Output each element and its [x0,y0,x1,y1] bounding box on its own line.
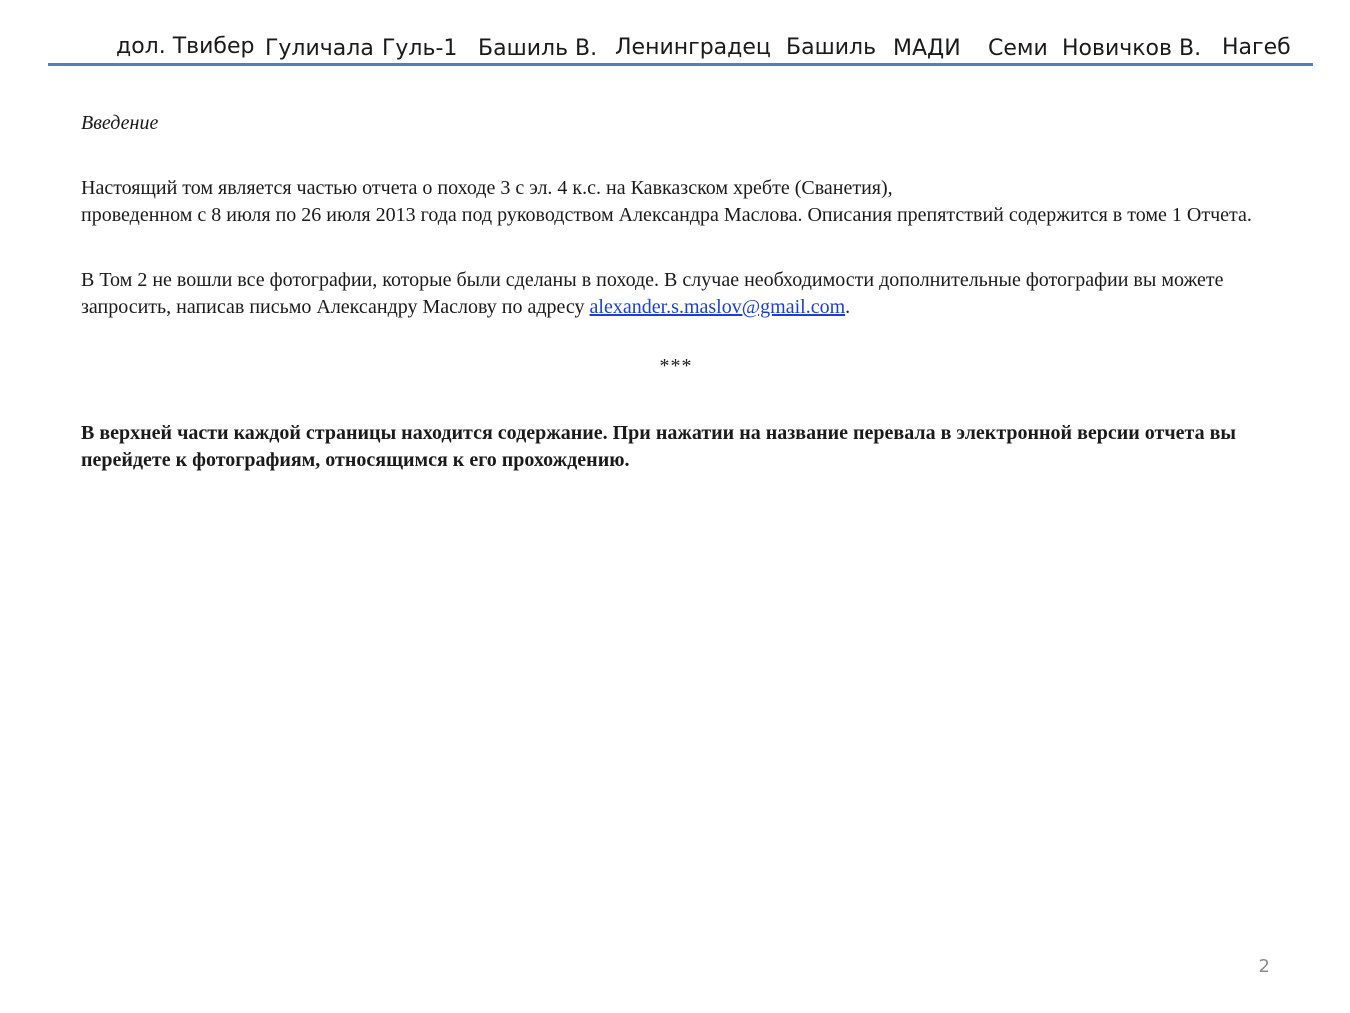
photos-paragraph-text: В Том 2 не вошли все фотографии, которые были сделаны в походе. В случае необходимости дополнительные фотографии вы можете запросить, написав письмо Александру Маслову по адресу [81,269,1224,318]
email-link[interactable]: alexander.s.maslov@gmail.com [589,296,846,318]
page-content [81,108,1271,474]
header-divider-line [48,63,1313,66]
nav-link-bashil-v[interactable]: Башиль В. [478,36,598,61]
nav-link-leningradets[interactable]: Ленинградец [615,35,771,60]
photos-paragraph [81,267,1271,321]
nav-link-nageb[interactable]: Нагеб [1222,35,1291,60]
intro-paragraph-line-2: проведенном с 8 июля по 26 июля 2013 года под руководством Александра Маслова. Описания препятствий содержится в томе 1 Отчета. [81,204,1252,226]
nav-link-tviber-valley[interactable]: дол. Твибер [116,34,255,59]
section-title: Введение [81,112,159,134]
nav-link-semi[interactable]: Семи [988,36,1048,61]
section-divider: *** [659,355,693,377]
nav-link-bashil[interactable]: Башиль [786,35,877,60]
nav-link-gul-1[interactable]: Гуль-1 [382,36,458,61]
page-number: 2 [1258,956,1270,977]
nav-link-novichkov-v[interactable]: Новичков В. [1062,36,1202,61]
photos-paragraph-end: . [845,296,851,318]
intro-paragraph [81,175,1271,229]
nav-link-madi[interactable]: МАДИ [893,36,961,61]
navigation-note: В верхней части каждой страницы находится содержание. При нажатии на название перевала в электронной версии отчета вы перейдете к фотографиям, относящимся к его прохождению. [81,422,1236,471]
table-of-contents-nav [0,0,1350,70]
intro-paragraph-line-1: Настоящий том является частью отчета о походе 3 с эл. 4 к.с. на Кавказском хребте (Сванетия), [81,177,893,199]
nav-link-gulichala[interactable]: Гуличала [265,36,374,61]
